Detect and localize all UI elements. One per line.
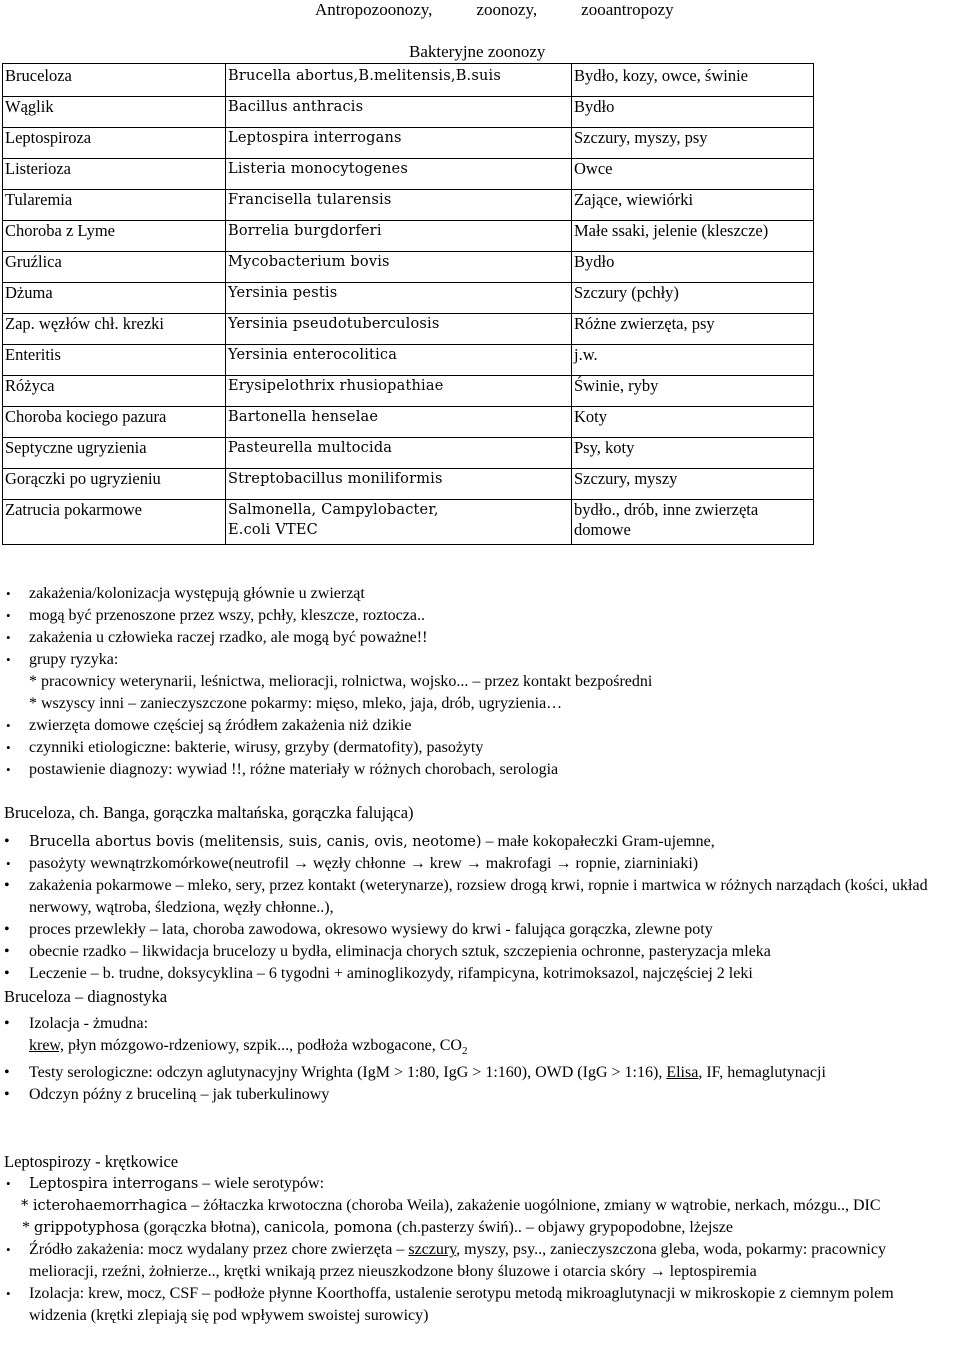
host-cell-text: Małe ssaki, jelenie (kleszcze) xyxy=(574,221,769,240)
diagnostics-bullet-list xyxy=(0,1013,900,1106)
host-cell-text: Szczury, myszy, psy xyxy=(574,128,708,147)
section-heading-leptospirozy: Leptospirozy - krętkowice xyxy=(4,1152,179,1171)
disease-cell xyxy=(3,345,226,376)
bullet-icon: • xyxy=(4,833,10,850)
sub-list-item: * icterohaemorrhagica – żółtaczka krwotoczna (choroba Weila), zakażenie uogólnione, zmiany w wątrobie, nerkach, mózgu.., DIC xyxy=(21,1197,881,1214)
disease-cell-text: Leptospiroza xyxy=(5,128,92,147)
sub-list-item: * pracownicy weterynarii, leśnictwa, melioracji, rolnictwa, wojsko... – przez kontakt bezpośredni xyxy=(29,673,653,690)
sub-list-item: krew, płyn mózgowo-rdzeniowy, szpik..., podłoża wzbogacone, $CO_2$ xyxy=(29,1037,468,1058)
host-cell-text: Bydło xyxy=(574,252,615,271)
disease-cell xyxy=(3,64,226,97)
table-subtitle: Bakteryjne zoonozy xyxy=(409,42,546,61)
bullet-icon: • xyxy=(6,762,11,777)
host-cell xyxy=(572,438,814,469)
zoonoses-table xyxy=(2,63,814,545)
bullet-icon: • xyxy=(6,1242,11,1257)
pathogen-cell-text: Bartonella henselae xyxy=(228,409,379,425)
pathogen-cell xyxy=(226,252,572,283)
list-item: • zakażenia u człowieka raczej rzadko, ale mogą być poważne!! xyxy=(0,627,940,649)
table-row xyxy=(3,252,814,283)
bullet-icon: • xyxy=(6,586,11,601)
pathogen-cell xyxy=(226,500,572,545)
host-cell xyxy=(572,159,814,190)
host-cell xyxy=(572,252,814,283)
document-title xyxy=(315,0,674,20)
title-part-3: zooantropozy xyxy=(581,0,674,19)
table-row xyxy=(3,500,814,545)
host-cell-text: Szczury, myszy xyxy=(574,469,678,488)
list-item: • Izolacja: krew, mocz, CSF – podłoże płynne Koorthoffa, ustalenie serotypu metodą mikroaglutynacji w mikroskopie z ciemnym polem widzenia (krętki zlepiają się pod wpływem swoistej surowicy) xyxy=(6,1285,894,1324)
pathogen-cell xyxy=(226,345,572,376)
pathogen-cell-text: Leptospira interrogans xyxy=(228,130,402,146)
list-item: • grupy ryzyka: xyxy=(0,649,940,671)
disease-cell xyxy=(3,97,226,128)
list-item: • proces przewlekły – lata, choroba zawodowa, okresowo wysiewy do krwi - falująca gorączka, zlewne poty xyxy=(0,919,935,941)
pathogen-cell xyxy=(226,407,572,438)
host-cell xyxy=(572,345,814,376)
pathogen-cell xyxy=(226,128,572,159)
pathogen-cell-text: Brucella abortus,B.melitensis,B.suis xyxy=(228,68,502,84)
list-item: • Izolacja - żmudna: xyxy=(0,1013,900,1035)
disease-cell-text: Tularemia xyxy=(5,190,73,209)
leptospirozy-bullet-list xyxy=(0,1173,940,1327)
table-row xyxy=(3,64,814,97)
list-item: • zakażenia pokarmowe – mleko, sery, przez kontakt (weterynarze), rozsiew drogą krwi, ropnie i martwica w różnych narządach (kości, układ nerwowy, wątroba, śledziona, węzły chłonne..), xyxy=(4,877,928,916)
host-cell xyxy=(572,469,814,500)
disease-cell xyxy=(3,252,226,283)
host-cell xyxy=(572,376,814,407)
pathogen-cell-text: Erysipelothrix rhusiopathiae xyxy=(228,378,444,394)
pathogen-cell-text: Francisella tularensis xyxy=(228,192,392,208)
list-item: • Brucella abortus bovis (melitensis, suis, canis, ovis, neotome) – małe kokopałeczki Gram-ujemne, xyxy=(0,831,935,853)
disease-cell-text: Septyczne ugryzienia xyxy=(5,438,147,457)
host-cell-text: Świnie, ryby xyxy=(574,376,659,395)
pathogen-cell xyxy=(226,314,572,345)
disease-cell xyxy=(3,190,226,221)
table-row xyxy=(3,97,814,128)
disease-cell xyxy=(3,469,226,500)
pathogen-cell xyxy=(226,376,572,407)
disease-cell-text: Choroba z Lyme xyxy=(5,221,115,240)
host-cell xyxy=(572,221,814,252)
list-item: • Źródło zakażenia: mocz wydalany przez chore zwierzęta – szczury, myszy, psy.., zanieczyszczona gleba, woda, pokarmy: pracownicy melioracji, rzeźni, żołnierze.., krętki wnikają przez nieuszkodzone błony śluzowe i otarcia skóry → leptospiremia xyxy=(6,1241,886,1280)
pathogen-cell xyxy=(226,221,572,252)
host-cell xyxy=(572,128,814,159)
pathogen-cell-text: Bacillus anthracis xyxy=(228,99,364,115)
list-item: • pasożyty wewnątrzkomórkowe(neutrofil → węzły chłonne → krew → makrofagi → ropnie, ziarniniaki) xyxy=(0,853,935,875)
disease-cell-text: Choroba kociego pazura xyxy=(5,407,167,426)
table-row xyxy=(3,407,814,438)
disease-cell xyxy=(3,500,226,545)
host-cell-text: Różne zwierzęta, psy xyxy=(574,314,715,333)
bullet-icon: • xyxy=(6,1176,11,1191)
disease-cell-text: Dżuma xyxy=(5,283,53,302)
pathogen-cell-text: Yersinia pestis xyxy=(228,285,338,301)
bullet-icon: • xyxy=(6,856,11,871)
bullet-icon: • xyxy=(4,1064,10,1082)
list-item: • mogą być przenoszone przez wszy, pchły, kleszcze, roztocza.. xyxy=(0,605,940,627)
pathogen-cell xyxy=(226,97,572,128)
title-part-1: Antropozoonozy, xyxy=(315,0,433,19)
section-heading-diagnostics: Bruceloza – diagnostyka xyxy=(4,987,168,1006)
host-cell xyxy=(572,190,814,221)
bullet-icon: • xyxy=(4,1015,10,1032)
host-cell-text: Zające, wiewiórki xyxy=(574,190,694,209)
pathogen-cell xyxy=(226,283,572,314)
host-cell-text: Owce xyxy=(574,159,613,178)
table-row xyxy=(3,221,814,252)
host-cell xyxy=(572,314,814,345)
list-item: • Odczyn późny z bruceliną – jak tuberkulinowy xyxy=(0,1084,900,1106)
title-part-2: zoonozy, xyxy=(476,0,538,19)
bullet-icon: • xyxy=(4,1086,10,1104)
pathogen-cell xyxy=(226,469,572,500)
pathogen-cell-text: Streptobacillus moniliformis xyxy=(228,471,443,487)
table-row xyxy=(3,376,814,407)
disease-cell-text: Różyca xyxy=(5,376,55,395)
pathogen-cell xyxy=(226,438,572,469)
bullet-icon: • xyxy=(4,877,10,894)
host-cell-text: Bydło, kozy, owce, świnie xyxy=(574,66,748,85)
list-item: • Leptospira interrogans – wiele serotypów: xyxy=(0,1173,940,1195)
disease-cell-text: Listerioza xyxy=(5,159,71,178)
bullet-icon: • xyxy=(6,718,11,733)
list-item: • obecnie rzadko – likwidacja brucelozy u bydła, eliminacja chorych sztuk, szczepienia ochronne, pasteryzacja mleka xyxy=(0,941,935,963)
bullet-icon: • xyxy=(4,943,10,960)
bullet-icon: • xyxy=(6,630,11,645)
table-row xyxy=(3,283,814,314)
pathogen-cell xyxy=(226,64,572,97)
general-bullet-list xyxy=(0,583,940,781)
list-item: • Leczenie – b. trudne, doksycyklina – 6 tygodni + aminoglikozydy, rifampicyna, kotrimoksazol, najczęściej 2 leki xyxy=(0,963,935,985)
host-cell xyxy=(572,97,814,128)
disease-cell xyxy=(3,128,226,159)
disease-cell xyxy=(3,159,226,190)
disease-cell-text: Bruceloza xyxy=(5,66,72,85)
disease-cell-text: Wąglik xyxy=(5,97,54,116)
bullet-icon: • xyxy=(6,740,11,755)
pathogen-cell-text: Borrelia burgdorferi xyxy=(228,223,382,239)
disease-cell-text: Enteritis xyxy=(5,345,61,364)
disease-cell xyxy=(3,314,226,345)
host-cell-text: domowe xyxy=(574,520,631,539)
table-row xyxy=(3,128,814,159)
host-cell-text: j.w. xyxy=(574,345,598,364)
host-cell-text: Psy, koty xyxy=(574,438,635,457)
table-row xyxy=(3,159,814,190)
sub-list-item: * grippotyphosa (gorączka błotna), canicola, pomona (ch.pasterzy świń).. – objawy grypopodobne, lżejsze xyxy=(22,1219,733,1236)
bullet-icon: • xyxy=(6,608,11,623)
pathogen-cell-text: E.coli VTEC xyxy=(228,522,318,538)
host-cell-text: Koty xyxy=(574,407,607,426)
table-row xyxy=(3,190,814,221)
host-cell-text: bydło., drób, inne zwierzęta xyxy=(574,500,759,519)
bruceloza-bullet-list xyxy=(0,831,935,985)
bullet-icon: • xyxy=(6,652,11,667)
host-cell-text: Bydło xyxy=(574,97,615,116)
pathogen-cell-text: Salmonella, Campylobacter, xyxy=(228,502,439,518)
table-row xyxy=(3,438,814,469)
disease-cell xyxy=(3,221,226,252)
table-row xyxy=(3,469,814,500)
disease-cell xyxy=(3,283,226,314)
list-item: • czynniki etiologiczne: bakterie, wirusy, grzyby (dermatofity), pasożyty xyxy=(0,737,940,759)
disease-cell xyxy=(3,407,226,438)
pathogen-cell-text: Yersinia enterocolitica xyxy=(228,347,398,363)
host-cell xyxy=(572,283,814,314)
pathogen-cell xyxy=(226,190,572,221)
section-heading-bruceloza: Bruceloza, ch. Banga, gorączka maltańska, gorączka falująca) xyxy=(4,803,414,822)
disease-cell-text: Zap. węzłów chł. krezki xyxy=(5,314,164,333)
list-item: • zakażenia/kolonizacja występują głównie u zwierząt xyxy=(0,583,940,605)
list-item: • Testy serologiczne: odczyn aglutynacyjny Wrighta (IgM > 1:80, IgG > 1:160), OWD (IgG > 1:16), Elisa, IF, hemaglutynacji xyxy=(0,1062,900,1084)
host-cell-text: Szczury (pchły) xyxy=(574,283,679,302)
pathogen-cell-text: Pasteurella multocida xyxy=(228,440,393,456)
pathogen-cell xyxy=(226,159,572,190)
sub-list-item: * wszyscy inni – zanieczyszczone pokarmy: mięso, mleko, jaja, drób, ugryzienia… xyxy=(29,695,563,712)
pathogen-cell-text: Mycobacterium bovis xyxy=(228,254,390,270)
host-cell xyxy=(572,407,814,438)
disease-cell xyxy=(3,376,226,407)
disease-cell-text: Zatrucia pokarmowe xyxy=(5,500,142,519)
pathogen-cell-text: Listeria monocytogenes xyxy=(228,161,408,177)
list-item: • postawienie diagnozy: wywiad !!, różne materiały w różnych chorobach, serologia xyxy=(0,759,940,781)
table-row xyxy=(3,314,814,345)
bullet-icon: • xyxy=(4,965,10,982)
table-row xyxy=(3,345,814,376)
bullet-icon: • xyxy=(6,1286,11,1301)
host-cell xyxy=(572,500,814,545)
host-cell xyxy=(572,64,814,97)
disease-cell-text: Gruźlica xyxy=(5,252,62,271)
disease-cell-text: Gorączki po ugryzieniu xyxy=(5,469,161,488)
disease-cell xyxy=(3,438,226,469)
bullet-icon: • xyxy=(4,921,10,938)
pathogen-cell-text: Yersinia pseudotuberculosis xyxy=(228,316,440,332)
list-item: • zwierzęta domowe częściej są źródłem zakażenia niż dzikie xyxy=(0,715,940,737)
